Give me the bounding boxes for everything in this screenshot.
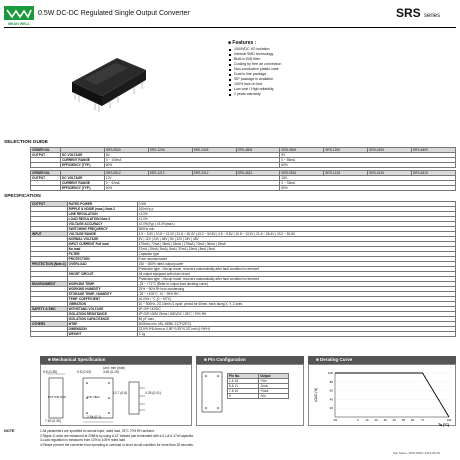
x-tick-label: 0	[357, 418, 359, 422]
spec-value: 150 ~ 300% rated output power	[137, 262, 455, 267]
selection-cell	[31, 163, 61, 168]
spec-value: 3.1g	[137, 332, 455, 337]
selection-cell: SRS-4809	[412, 148, 456, 153]
selection-cell: SRS-1215	[324, 171, 368, 176]
pin-number: 7 & 10	[228, 389, 259, 394]
x-tick-label: 20	[374, 418, 378, 422]
spec-label: RIPPLE & NOISE (max.) Note.2	[67, 207, 137, 212]
spec-value: ±0.03% / °C (0 ~ 60°C)	[137, 297, 455, 302]
y-tick-label: 80	[329, 379, 333, 384]
selection-cell: SRS-0515	[280, 171, 324, 176]
feature-item: Non-conductive plastic case	[228, 67, 281, 72]
note-line: 4.Please prevent the converter from operating in overload or short circuit condition for more than 30 seconds.	[40, 442, 194, 447]
pin-function: -Vin	[259, 394, 289, 399]
features-title: ■ Features :	[228, 40, 257, 46]
x-tick-label: -25	[332, 418, 338, 422]
x-tick-label: 100	[446, 418, 452, 422]
feature-item: 100% burn-in test	[228, 82, 281, 87]
y-tick-label: 100	[327, 371, 333, 375]
pin-table	[227, 373, 289, 399]
feature-item: Dual in line package	[228, 72, 281, 77]
spec-label: PROTECTION	[67, 257, 137, 262]
spec-value: ±1.0%	[137, 217, 455, 222]
spec-label: ISOLATION CAPACITANCE	[67, 317, 137, 322]
spec-label: LINE REGULATION	[67, 212, 137, 217]
features-list	[228, 40, 281, 97]
dim-height: 12.7 (0.5)	[113, 391, 128, 395]
selection-cell: 12V	[104, 176, 280, 181]
selection-cell: OUTPUT	[31, 176, 61, 181]
spec-label: WITHSTAND VOLTAGE	[67, 307, 137, 312]
spec-label: VOLTAGE RANGE	[67, 232, 137, 237]
product-photo	[62, 34, 152, 114]
feature-item: Built-in EMI filter	[228, 57, 281, 62]
feature-item: Internal SMD technology	[228, 52, 281, 57]
x-tick-label: 40	[392, 418, 396, 422]
pin-row	[228, 394, 289, 399]
spec-label: No load	[67, 247, 137, 252]
y-tick-label: 20	[329, 406, 333, 411]
selection-cell: 0 ~ 33mA	[280, 181, 456, 186]
spec-value: 10 ~ 500Hz, 2G 10min./1 cycle, period for 60min. each along X, Y, Z axes	[137, 302, 455, 307]
x-tick-label: 30	[383, 418, 387, 422]
derating-title: ■ Derating Curve	[308, 356, 456, 364]
selection-cell: EFFICIENCY (TYP.)	[60, 163, 104, 168]
spec-label: SHORT CIRCUIT	[67, 272, 137, 277]
header-divider	[4, 27, 456, 28]
x-tick-label: 50	[401, 418, 405, 422]
x-axis-label: Ta (°C)	[438, 423, 449, 427]
spec-label: FILTER	[67, 252, 137, 257]
mechanical-spec-title: ■ Mechanical Specification	[40, 356, 192, 364]
spec-group: INPUT	[31, 232, 68, 237]
mechanical-drawing	[40, 364, 192, 426]
bottom-view-label: BOTTOM VIEW	[48, 396, 67, 399]
spec-label: NORMAL VOLTAGE	[67, 237, 137, 242]
selection-cell: 60%	[104, 186, 280, 191]
selection-cell: 60%	[280, 163, 456, 168]
spec-label: TEMP. COEFFICIENT	[67, 297, 137, 302]
spec-value: ±2.0%(Typ.) ±3.0%(max.)	[137, 222, 455, 227]
selection-cell: EFFICIENCY (TYP.)	[60, 186, 104, 191]
selection-row	[31, 186, 456, 191]
x-tick-label: 10	[365, 418, 369, 422]
selection-cell: OUTPUT	[31, 153, 61, 158]
derating-chart	[309, 365, 457, 427]
selection-cell: 60%	[104, 163, 280, 168]
spec-label: RATED POWER	[67, 202, 137, 207]
y-axis-label: LOAD (%)	[314, 387, 318, 403]
selection-cell: SRS-4812	[236, 171, 280, 176]
pin-function: +Vout	[259, 389, 289, 394]
note-label: NOTE	[4, 429, 15, 433]
y-tick-label: 40	[329, 397, 333, 402]
svg-text:MEAN WELL: MEAN WELL	[8, 22, 30, 26]
selection-cell	[31, 186, 61, 191]
selection-cell: SRS-1205	[148, 148, 192, 153]
spec-group: PROTECTION (Note.4)	[32, 262, 66, 266]
feature-item: Cooling by free air convection	[228, 62, 281, 67]
series-title: SRS series	[395, 6, 440, 20]
feature-item: Low cost / High reliability	[228, 87, 281, 92]
spec-value: I/P-O/P:100M Ohms / 500VDC / 25°C / 70% RH	[137, 312, 455, 317]
selection-cell: SRS-4805	[236, 148, 280, 153]
selection-cell: SRS-4815	[412, 171, 456, 176]
selection-cell: SRS-2405	[192, 148, 236, 153]
spec-label: VIBRATION	[67, 302, 137, 307]
spec-value: Capacitor type	[137, 252, 455, 257]
x-tick-label: 71	[420, 418, 425, 422]
selection-cell: SRS-1209	[324, 148, 368, 153]
selection-table-2	[30, 170, 456, 191]
selection-cell: DC VOLTAGE	[60, 153, 104, 158]
meanwell-logo	[4, 6, 34, 26]
pin-header: Pin No.	[228, 374, 259, 379]
pin-number: 8 & 11	[228, 384, 259, 389]
spec-value: ±1.0%	[137, 212, 455, 217]
spec-group: ENVIRONMENT	[31, 282, 68, 287]
selection-cell: 0 ~ 56mA	[280, 158, 456, 163]
spec-value: 22.6*9.5*8.4mm or 0.89"*0.35"*0.33" inch (L*W*H)	[137, 327, 455, 332]
spec-row	[31, 332, 456, 337]
spec-label: VOLTAGE ACCURACY	[67, 222, 137, 227]
top-view-label: TOP VIEW	[87, 396, 100, 399]
feature-item: 2 years warranty	[228, 92, 281, 97]
spec-value: -25 ~ +105°C, 10 ~ 95% RH	[137, 292, 455, 297]
selection-cell: CURRENT RANGE	[60, 181, 104, 186]
spec-value: 20% ~ 90% RH non-condensing	[137, 287, 455, 292]
spec-value: -25 ~ +71°C (Refer to output load derating curve)	[137, 282, 455, 287]
selection-cell: 0 ~ 100mA	[104, 158, 280, 163]
selection-cell: 60%	[280, 186, 456, 191]
spec-label: DIMENSION	[67, 327, 137, 332]
selection-cell: DC VOLTAGE	[60, 176, 104, 181]
spec-value: 5V | 12V | 24V | 48V | 5V | 12V | 24V | 48V	[137, 237, 455, 242]
selection-cell: SRS-2415	[368, 171, 412, 176]
dim-pitch: 2.54 (0.1)	[87, 415, 102, 419]
spec-value: 80 pF max.	[137, 317, 455, 322]
selection-cell: 15V	[280, 176, 456, 181]
selection-cell: SRS-2412	[192, 171, 236, 176]
selection-row	[31, 163, 456, 168]
spec-value: 37mA | 15mA | 8mA | 5mA | 37mA | 15mA | 8mA | 5mA	[137, 247, 455, 252]
spec-value: Protection type : Hiccup mode, recovers automatically after fault condition is removed	[137, 277, 455, 282]
specification-title: SPECIFICATION	[4, 194, 41, 199]
spec-label: WEIGHT	[67, 332, 137, 337]
derating-panel	[308, 364, 456, 426]
spec-label: WORKING HUMIDITY	[67, 287, 137, 292]
note-line: 3.Load regulation is measured from 10% to 100% rated load	[40, 438, 126, 442]
pin-config-title: ■ Pin Configuration	[196, 356, 304, 364]
page-title: 0.5W DC-DC Regulated Single Output Converter	[38, 10, 190, 17]
dim-width: 9.5 (0.35)	[43, 370, 58, 374]
selection-guide-title: SELECTION GUIDE	[4, 140, 48, 145]
spec-value: 50KHz min.	[137, 227, 455, 232]
spec-label: OVERLOAD	[67, 262, 137, 267]
spec-value: 600Khrs min. MIL-HDBK-217F(25°C)	[137, 322, 455, 327]
file-name: File Name: SRS-SPEC 2013-06-26	[393, 451, 440, 455]
selection-cell: ORDER NO.	[31, 171, 61, 176]
pin-number: 9	[228, 394, 259, 399]
spec-value: All output equipped with short circuit	[137, 272, 455, 277]
dim-lead: 0.25 (0.01)	[145, 391, 161, 395]
spec-label: SWITCHING FREQUENCY	[67, 227, 137, 232]
dim-row: 7.62 (0.30)	[45, 419, 61, 423]
dim-offset: 3.81 (0.15)	[103, 370, 119, 374]
selection-cell: 5V	[104, 153, 280, 158]
spec-label: STORAGE TEMP., HUMIDITY	[67, 292, 137, 297]
dim-pin: 0.5 (0.02)	[77, 370, 92, 374]
pin-header: Output	[259, 374, 289, 379]
pin-config-panel	[196, 364, 304, 426]
spec-label: INPUT CURRENT Full load	[67, 242, 137, 247]
derating-curve	[335, 373, 449, 417]
spec-group: OUTPUT	[31, 202, 68, 207]
spec-value: Protection type : Hiccup mode, recovers automatically after fault condition is removed	[137, 267, 455, 272]
selection-cell: SRS-0512	[104, 171, 148, 176]
y-tick-label: 60	[329, 388, 333, 393]
note-line: 2.Ripple & noise are measured at 20MHz by using a 12" twisted pair terminated with a 0.1uf & 47uf capacitor.	[40, 433, 195, 438]
pin-function: +Vin	[259, 379, 289, 384]
spec-label: WORKING TEMP.	[67, 282, 137, 287]
spec-label: LOAD REGULATION Note.3	[67, 217, 137, 222]
selection-cell: 0 ~ 42mA	[104, 181, 280, 186]
feature-item: SIP package is available	[228, 77, 281, 82]
spec-value: I/P-O/P:1KVDC	[137, 307, 455, 312]
pin-function: -Vout	[259, 384, 289, 389]
spec-group: SAFETY & EMC	[31, 307, 68, 312]
spec-value: 175mA | 72mA | 36mA | 18mA | 175mA | 72mA | 36mA | 18mA	[137, 242, 455, 247]
selection-cell: SRS-2409	[368, 148, 412, 153]
note-line: 1.All parameters are specified at normal input, rated load, 25°C 70% RH ambient.	[40, 429, 155, 433]
selection-table-1	[30, 147, 456, 168]
selection-cell: ORDER NO.	[31, 148, 61, 153]
unit-label: Unit: mm (inch)	[103, 366, 126, 370]
selection-cell: SRS-0509	[280, 148, 324, 153]
selection-cell: SRS-0505	[104, 148, 148, 153]
spec-value: 0.5W	[137, 202, 455, 207]
feature-item: 1000VDC I/O isolation	[228, 47, 281, 52]
spec-group: OTHERS	[31, 322, 68, 327]
specification-table	[30, 201, 456, 337]
spec-value: Fuse recommended	[137, 257, 455, 262]
spec-value: 100mVp-p	[137, 207, 455, 212]
selection-cell: SRS-1212	[148, 171, 192, 176]
notes-block	[40, 429, 194, 447]
spec-label: ISOLATION RESISTANCE	[67, 312, 137, 317]
spec-group	[31, 332, 68, 337]
pin-number: 1 & 16	[228, 379, 259, 384]
spec-label: MTBF	[67, 322, 137, 327]
selection-cell: 9V	[280, 153, 456, 158]
x-tick-label: 60	[410, 418, 415, 422]
selection-cell: CURRENT RANGE	[60, 158, 104, 163]
spec-value: 4.5 ~ 5.5V | 10.8 ~ 13.2V | 21.6 ~ 26.4V | 43.2 ~ 52.8V | 4.5 ~ 5.5V | 10.8 ~ 13.2V | 21.6 ~ 26.4V | 43.2 ~ 52.8V	[137, 232, 455, 237]
